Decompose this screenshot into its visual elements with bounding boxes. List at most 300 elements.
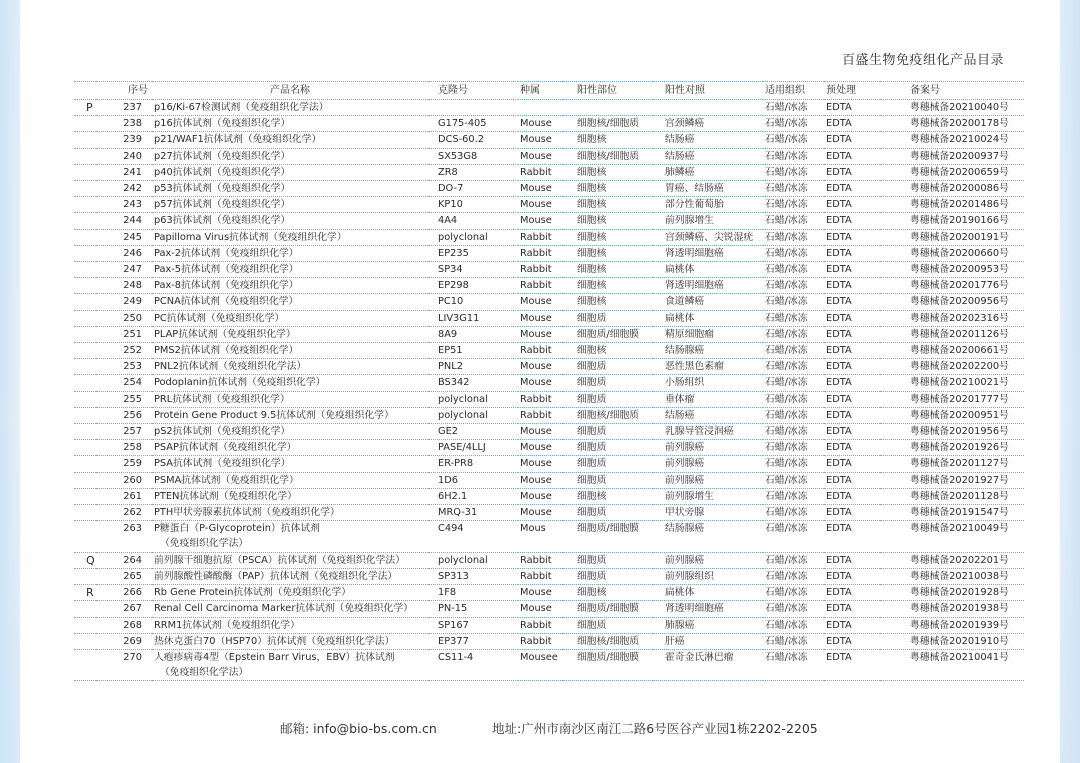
positive-location: 细胞核/细胞质	[563, 148, 653, 164]
row-index-letter: P	[74, 100, 96, 116]
record-number: 粤穗械备20202316号	[880, 310, 1024, 326]
species: Rabbit	[518, 229, 563, 245]
product-number: 243	[96, 197, 152, 213]
record-number: 粤穗械备20201956号	[880, 424, 1024, 440]
positive-control: 甲状旁腺	[653, 505, 763, 521]
clone-number: EP235	[428, 245, 518, 261]
record-number: 粤穗械备20201126号	[880, 326, 1024, 342]
product-name-line: Protein Gene Product 9.5抗体试剂（免疫组织化学）	[154, 409, 394, 421]
product-name	[152, 424, 428, 440]
clone-number: polyclonal	[428, 552, 518, 568]
table-row	[74, 343, 1024, 359]
product-name	[152, 521, 428, 552]
product-number: 262	[96, 505, 152, 521]
species: Rabbit	[518, 552, 563, 568]
pretreatment: EDTA	[824, 343, 880, 359]
row-index-letter	[74, 424, 96, 440]
row-index-letter	[74, 310, 96, 326]
product-name	[152, 505, 428, 521]
applicable-tissue: 石蜡/冰冻	[763, 585, 824, 601]
pretreatment: EDTA	[824, 197, 880, 213]
positive-location: 细胞核	[563, 181, 653, 197]
positive-location: 细胞核	[563, 262, 653, 278]
positive-control: 扁桃体	[653, 262, 763, 278]
applicable-tissue: 石蜡/冰冻	[763, 472, 824, 488]
product-number: 260	[96, 472, 152, 488]
product-name	[152, 633, 428, 649]
species: Rabbit	[518, 245, 563, 261]
record-number: 粤穗械备20201910号	[880, 633, 1024, 649]
product-name	[152, 440, 428, 456]
row-index-letter	[74, 472, 96, 488]
record-number: 粤穗械备20200953号	[880, 262, 1024, 278]
row-index-letter	[74, 391, 96, 407]
record-number: 粤穗械备20190166号	[880, 213, 1024, 229]
product-name	[152, 407, 428, 423]
product-name-line: p40抗体试剂（免疫组织化学）	[154, 166, 291, 178]
positive-location: 细胞核	[563, 343, 653, 359]
product-number: 240	[96, 148, 152, 164]
positive-control: 肾透明细胞癌	[653, 601, 763, 617]
positive-location	[563, 100, 653, 116]
product-name-line: PSAP抗体试剂（免疫组织化学）	[154, 442, 297, 454]
row-index-letter	[74, 505, 96, 521]
row-index-letter	[74, 456, 96, 472]
table-row	[74, 633, 1024, 649]
pretreatment: EDTA	[824, 164, 880, 180]
record-number: 粤穗械备20210041号	[880, 649, 1024, 680]
species: Rabbit	[518, 407, 563, 423]
product-name	[152, 294, 428, 310]
positive-location: 细胞核	[563, 278, 653, 294]
applicable-tissue: 石蜡/冰冻	[763, 213, 824, 229]
clone-number: EP51	[428, 343, 518, 359]
clone-number: PNL2	[428, 359, 518, 375]
positive-location: 细胞质/细胞膜	[563, 326, 653, 342]
applicable-tissue: 石蜡/冰冻	[763, 633, 824, 649]
row-index-letter	[74, 488, 96, 504]
positive-control: 前列腺增生	[653, 213, 763, 229]
product-name	[152, 164, 428, 180]
record-number: 粤穗械备20210021号	[880, 375, 1024, 391]
record-number: 粤穗械备20200956号	[880, 294, 1024, 310]
applicable-tissue: 石蜡/冰冻	[763, 343, 824, 359]
species: Mouse	[518, 456, 563, 472]
positive-control: 结肠癌	[653, 407, 763, 423]
positive-control: 扁桃体	[653, 585, 763, 601]
record-number: 粤穗械备20200191号	[880, 229, 1024, 245]
row-index-letter	[74, 343, 96, 359]
positive-control: 宫颈鳞癌	[653, 116, 763, 132]
row-index-letter	[74, 229, 96, 245]
product-name-line: 人疱疹病毒4型（Epstein Barr Virus，EBV）抗体试剂	[154, 651, 395, 663]
clone-number: ZR8	[428, 164, 518, 180]
record-number: 粤穗械备20202201号	[880, 552, 1024, 568]
positive-location: 细胞质	[563, 424, 653, 440]
clone-number: DCS-60.2	[428, 132, 518, 148]
record-number: 粤穗械备20210024号	[880, 132, 1024, 148]
positive-control: 乳腺导管浸润癌	[653, 424, 763, 440]
clone-number: ER-PR8	[428, 456, 518, 472]
species: Rabbit	[518, 262, 563, 278]
species: Rabbit	[518, 164, 563, 180]
applicable-tissue: 石蜡/冰冻	[763, 181, 824, 197]
positive-location: 细胞核/细胞质	[563, 116, 653, 132]
pretreatment: EDTA	[824, 505, 880, 521]
species: Mouse	[518, 148, 563, 164]
positive-control: 恶性黑色素瘤	[653, 359, 763, 375]
species: Mouse	[518, 310, 563, 326]
table-row	[74, 601, 1024, 617]
positive-control: 肾透明细胞癌	[653, 245, 763, 261]
footer-email: 邮箱: info@bio-bs.com.cn	[280, 721, 437, 736]
pretreatment: EDTA	[824, 472, 880, 488]
positive-location: 细胞核	[563, 294, 653, 310]
clone-number: DO-7	[428, 181, 518, 197]
product-number: 257	[96, 424, 152, 440]
product-number: 249	[96, 294, 152, 310]
positive-location: 细胞质	[563, 310, 653, 326]
table-row	[74, 391, 1024, 407]
product-name	[152, 456, 428, 472]
table-row	[74, 116, 1024, 132]
product-name	[152, 488, 428, 504]
applicable-tissue: 石蜡/冰冻	[763, 649, 824, 680]
product-name	[152, 148, 428, 164]
product-name	[152, 568, 428, 584]
table-row	[74, 213, 1024, 229]
row-index-letter	[74, 375, 96, 391]
clone-number: BS342	[428, 375, 518, 391]
table-row	[74, 164, 1024, 180]
positive-location: 细胞质	[563, 505, 653, 521]
product-number: 246	[96, 245, 152, 261]
record-number: 粤穗械备20210049号	[880, 521, 1024, 552]
product-name	[152, 132, 428, 148]
positive-control	[653, 100, 763, 116]
pretreatment: EDTA	[824, 568, 880, 584]
product-number: 252	[96, 343, 152, 359]
table-row	[74, 262, 1024, 278]
header-species: 种属	[518, 82, 563, 100]
product-number: 268	[96, 617, 152, 633]
product-name-line: p63抗体试剂（免疫组织化学）	[154, 215, 291, 227]
clone-number: PC10	[428, 294, 518, 310]
species: Mouse	[518, 132, 563, 148]
product-name	[152, 181, 428, 197]
clone-number: C494	[428, 521, 518, 552]
row-index-letter	[74, 649, 96, 680]
catalog-title: 百盛生物免疫组化产品目录	[841, 53, 1004, 68]
clone-number: SP313	[428, 568, 518, 584]
product-name	[152, 649, 428, 680]
row-index-letter	[74, 132, 96, 148]
row-index-letter	[74, 326, 96, 342]
product-name-line: PSMA抗体试剂（免疫组织化学）	[154, 474, 299, 486]
product-number: 239	[96, 132, 152, 148]
table-row	[74, 197, 1024, 213]
table-row	[74, 148, 1024, 164]
row-index-letter	[74, 440, 96, 456]
species: Mouse	[518, 116, 563, 132]
row-index-letter	[74, 617, 96, 633]
product-number: 248	[96, 278, 152, 294]
table-row	[74, 100, 1024, 116]
table-row	[74, 617, 1024, 633]
positive-location: 细胞质/细胞膜	[563, 601, 653, 617]
record-number: 粤穗械备20201776号	[880, 278, 1024, 294]
positive-control: 肾透明细胞癌	[653, 278, 763, 294]
record-number: 粤穗械备20201928号	[880, 585, 1024, 601]
positive-location: 细胞质	[563, 617, 653, 633]
positive-control: 结肠腺癌	[653, 343, 763, 359]
clone-number: 4A4	[428, 213, 518, 229]
product-name-line: PC抗体试剂（免疫组织化学）	[154, 312, 285, 324]
clone-number: SP167	[428, 617, 518, 633]
table-row	[74, 649, 1024, 680]
clone-number: SX53G8	[428, 148, 518, 164]
pretreatment: EDTA	[824, 262, 880, 278]
applicable-tissue: 石蜡/冰冻	[763, 116, 824, 132]
pretreatment: EDTA	[824, 229, 880, 245]
pretreatment: EDTA	[824, 116, 880, 132]
table-row	[74, 521, 1024, 552]
product-name	[152, 213, 428, 229]
positive-location: 细胞质	[563, 391, 653, 407]
pretreatment: EDTA	[824, 359, 880, 375]
record-number: 粤穗械备20202200号	[880, 359, 1024, 375]
positive-location: 细胞质/细胞膜	[563, 521, 653, 552]
table-row	[74, 229, 1024, 245]
positive-location: 细胞质	[563, 456, 653, 472]
product-name-line: 前列腺干细胞抗原（PSCA）抗体试剂（免疫组织化学法）	[154, 554, 405, 566]
product-name-line: pS2抗体试剂（免疫组织化学）	[154, 426, 291, 438]
row-index-letter	[74, 245, 96, 261]
product-number: 263	[96, 521, 152, 552]
clone-number: LIV3G11	[428, 310, 518, 326]
pretreatment: EDTA	[824, 148, 880, 164]
product-number: 238	[96, 116, 152, 132]
record-number: 粤穗械备20200660号	[880, 245, 1024, 261]
applicable-tissue: 石蜡/冰冻	[763, 391, 824, 407]
positive-location: 细胞核	[563, 213, 653, 229]
record-number: 粤穗械备20200661号	[880, 343, 1024, 359]
pretreatment: EDTA	[824, 213, 880, 229]
pretreatment: EDTA	[824, 278, 880, 294]
table-row	[74, 375, 1024, 391]
product-name	[152, 245, 428, 261]
pretreatment: EDTA	[824, 181, 880, 197]
row-index-letter	[74, 633, 96, 649]
product-name	[152, 116, 428, 132]
clone-number: polyclonal	[428, 391, 518, 407]
table-row	[74, 568, 1024, 584]
product-name	[152, 585, 428, 601]
applicable-tissue: 石蜡/冰冻	[763, 505, 824, 521]
record-number: 粤穗械备20201926号	[880, 440, 1024, 456]
applicable-tissue: 石蜡/冰冻	[763, 440, 824, 456]
product-number: 256	[96, 407, 152, 423]
pretreatment: EDTA	[824, 649, 880, 680]
record-number: 粤穗械备20201127号	[880, 456, 1024, 472]
pretreatment: EDTA	[824, 326, 880, 342]
positive-control: 精原细胞瘤	[653, 326, 763, 342]
applicable-tissue: 石蜡/冰冻	[763, 568, 824, 584]
product-name	[152, 617, 428, 633]
table-row	[74, 181, 1024, 197]
record-number: 粤穗械备20200086号	[880, 181, 1024, 197]
product-name	[152, 343, 428, 359]
applicable-tissue: 石蜡/冰冻	[763, 552, 824, 568]
row-index-letter	[74, 116, 96, 132]
product-name	[152, 472, 428, 488]
product-name-line: Rb Gene Protein抗体试剂（免疫组织化学）	[154, 587, 352, 599]
species	[518, 100, 563, 116]
positive-location: 细胞核	[563, 488, 653, 504]
row-index-letter	[74, 262, 96, 278]
positive-control: 前列腺组织	[653, 568, 763, 584]
species: Rabbit	[518, 343, 563, 359]
table-row	[74, 505, 1024, 521]
product-name-continuation: （免疫组织化学法）	[160, 538, 249, 550]
table-row	[74, 472, 1024, 488]
record-number: 粤穗械备20201486号	[880, 197, 1024, 213]
product-name-line: p16/Ki-67检测试剂（免疫组织化学法）	[154, 102, 329, 113]
applicable-tissue: 石蜡/冰冻	[763, 521, 824, 552]
applicable-tissue: 石蜡/冰冻	[763, 601, 824, 617]
product-name	[152, 278, 428, 294]
applicable-tissue: 石蜡/冰冻	[763, 488, 824, 504]
table-row	[74, 424, 1024, 440]
product-name	[152, 197, 428, 213]
clone-number: PASE/4LLJ	[428, 440, 518, 456]
applicable-tissue: 石蜡/冰冻	[763, 359, 824, 375]
product-number: 264	[96, 552, 152, 568]
table-row	[74, 278, 1024, 294]
table-row	[74, 245, 1024, 261]
product-number: 251	[96, 326, 152, 342]
clone-number: PN-15	[428, 601, 518, 617]
product-name	[152, 375, 428, 391]
product-number: 242	[96, 181, 152, 197]
applicable-tissue: 石蜡/冰冻	[763, 229, 824, 245]
clone-number: 1D6	[428, 472, 518, 488]
product-name-line: PRL抗体试剂（免疫组织化学）	[154, 393, 290, 405]
footer-address: 地址:广州市南沙区南江二路6号医谷产业园1栋2202-2205	[492, 721, 818, 736]
positive-control: 扁桃体	[653, 310, 763, 326]
clone-number: SP34	[428, 262, 518, 278]
positive-location: 细胞质	[563, 552, 653, 568]
table-row	[74, 359, 1024, 375]
product-name-line: Pax-5抗体试剂（免疫组织化学）	[154, 264, 299, 276]
pretreatment: EDTA	[824, 245, 880, 261]
clone-number: CS11-4	[428, 649, 518, 680]
record-number: 粤穗械备20210040号	[880, 100, 1024, 116]
pretreatment: EDTA	[824, 440, 880, 456]
product-name-line: 前列腺酸性磷酸酶（PAP）抗体试剂（免疫组织化学法）	[154, 570, 398, 582]
header-clone: 克隆号	[428, 82, 518, 100]
table-row	[74, 456, 1024, 472]
header-tissue: 适用组织	[763, 82, 824, 100]
product-name	[152, 391, 428, 407]
product-name	[152, 262, 428, 278]
species: Mouse	[518, 472, 563, 488]
species: Rabbit	[518, 278, 563, 294]
applicable-tissue: 石蜡/冰冻	[763, 148, 824, 164]
product-name-line: RRM1抗体试剂（免疫组织化学）	[154, 619, 300, 631]
record-number: 粤穗械备20200951号	[880, 407, 1024, 423]
positive-location: 细胞质	[563, 568, 653, 584]
positive-control: 结肠癌	[653, 132, 763, 148]
clone-number: G175-405	[428, 116, 518, 132]
product-number: 259	[96, 456, 152, 472]
product-number: 270	[96, 649, 152, 680]
record-number: 粤穗械备20200659号	[880, 164, 1024, 180]
clone-number: 6H2.1	[428, 488, 518, 504]
table-row	[74, 440, 1024, 456]
product-name-continuation: （免疫组织化学法）	[160, 667, 249, 679]
pretreatment: EDTA	[824, 552, 880, 568]
applicable-tissue: 石蜡/冰冻	[763, 617, 824, 633]
applicable-tissue: 石蜡/冰冻	[763, 310, 824, 326]
product-name-line: PTEN抗体试剂（免疫组织化学）	[154, 490, 297, 502]
positive-control: 结肠腺癌	[653, 521, 763, 552]
product-name-line: PSA抗体试剂（免疫组织化学）	[154, 458, 291, 470]
applicable-tissue: 石蜡/冰冻	[763, 294, 824, 310]
table-row	[74, 132, 1024, 148]
product-number: 250	[96, 310, 152, 326]
species: Rabbit	[518, 633, 563, 649]
positive-location: 细胞质	[563, 440, 653, 456]
species: Mouse	[518, 294, 563, 310]
table-row	[74, 585, 1024, 601]
row-index-letter	[74, 148, 96, 164]
applicable-tissue: 石蜡/冰冻	[763, 278, 824, 294]
species: Mouse	[518, 181, 563, 197]
record-number: 粤穗械备20201939号	[880, 617, 1024, 633]
clone-number: EP377	[428, 633, 518, 649]
positive-location: 细胞核	[563, 229, 653, 245]
pretreatment: EDTA	[824, 294, 880, 310]
applicable-tissue: 石蜡/冰冻	[763, 407, 824, 423]
positive-control: 宫颈鳞癌、尖锐湿疣	[653, 229, 763, 245]
product-number: 253	[96, 359, 152, 375]
pretreatment: EDTA	[824, 424, 880, 440]
species: Mouse	[518, 440, 563, 456]
product-name-line: Podoplanin抗体试剂（免疫组织化学）	[154, 377, 326, 389]
record-number: 粤穗械备20210038号	[880, 568, 1024, 584]
product-name-line: p27抗体试剂（免疫组织化学）	[154, 150, 291, 162]
applicable-tissue: 石蜡/冰冻	[763, 132, 824, 148]
positive-control: 前列腺癌	[653, 440, 763, 456]
table-header-row	[74, 82, 1024, 100]
clone-number	[428, 100, 518, 116]
species: Mouse	[518, 326, 563, 342]
product-name	[152, 326, 428, 342]
record-number: 粤穗械备20200937号	[880, 148, 1024, 164]
product-number: 265	[96, 568, 152, 584]
product-name-line: Pax-2抗体试剂（免疫组织化学）	[154, 247, 299, 259]
applicable-tissue: 石蜡/冰冻	[763, 326, 824, 342]
applicable-tissue: 石蜡/冰冻	[763, 164, 824, 180]
table-row	[74, 310, 1024, 326]
pretreatment: EDTA	[824, 310, 880, 326]
species: Mousee	[518, 649, 563, 680]
product-name-line: p57抗体试剂（免疫组织化学）	[154, 199, 291, 211]
row-index-letter	[74, 407, 96, 423]
applicable-tissue: 石蜡/冰冻	[763, 262, 824, 278]
pretreatment: EDTA	[824, 488, 880, 504]
